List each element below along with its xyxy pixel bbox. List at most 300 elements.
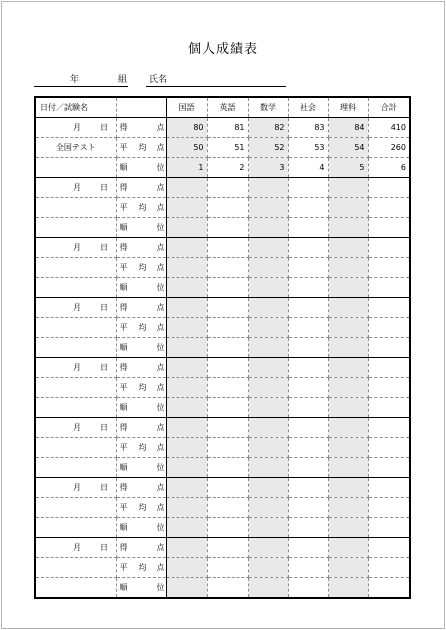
value-cell[interactable] [207, 278, 248, 298]
row-label-char: 均 [138, 203, 147, 212]
blank-cell [35, 398, 116, 418]
value-cell[interactable] [328, 318, 368, 338]
total-cell[interactable] [368, 238, 410, 258]
row-label [116, 358, 166, 378]
value-cell[interactable] [288, 538, 328, 558]
value-cell[interactable] [328, 438, 368, 458]
value-cell[interactable] [328, 578, 368, 599]
row-label [116, 238, 166, 258]
average-row [35, 318, 410, 338]
rank-row [35, 338, 410, 358]
value-cell[interactable]: 83 [288, 118, 328, 138]
row-label [116, 378, 166, 398]
row-label-char: 均 [138, 263, 147, 272]
value-cell[interactable] [248, 218, 288, 238]
row-label [116, 518, 166, 538]
exam-name-cell[interactable] [35, 318, 116, 338]
value-cell[interactable] [248, 498, 288, 518]
value-cell[interactable] [248, 298, 288, 318]
value-cell[interactable] [166, 518, 207, 538]
value-cell[interactable] [166, 238, 207, 258]
row-label [116, 338, 166, 358]
value-cell[interactable] [288, 438, 328, 458]
value-cell[interactable]: 53 [288, 138, 328, 158]
value-cell[interactable]: 54 [328, 138, 368, 158]
average-row [35, 258, 410, 278]
row-label [116, 558, 166, 578]
header-row [35, 97, 410, 118]
row-label [116, 278, 166, 298]
row-label-char: 点 [156, 183, 165, 192]
value-cell[interactable] [166, 218, 207, 238]
average-row [35, 378, 410, 398]
day-label: 日 [100, 423, 108, 432]
score-row [35, 358, 410, 378]
value-cell[interactable] [288, 418, 328, 438]
value-cell[interactable] [166, 498, 207, 518]
row-label-char: 順 [119, 223, 128, 232]
row-label [116, 198, 166, 218]
total-cell[interactable] [368, 558, 410, 578]
row-label-char: 得 [119, 303, 128, 312]
row-label-char: 点 [156, 543, 165, 552]
date-cell[interactable] [35, 298, 116, 318]
blank-cell [35, 158, 116, 178]
value-cell[interactable] [328, 338, 368, 358]
value-cell[interactable] [288, 218, 328, 238]
score-row [35, 298, 410, 318]
rank-row [35, 578, 410, 599]
value-cell[interactable] [207, 198, 248, 218]
value-cell[interactable] [328, 538, 368, 558]
value-cell[interactable] [288, 458, 328, 478]
value-cell[interactable] [207, 338, 248, 358]
row-label-char: 均 [138, 383, 147, 392]
value-cell[interactable] [248, 478, 288, 498]
total-cell[interactable] [368, 218, 410, 238]
value-cell[interactable] [207, 518, 248, 538]
value-cell[interactable] [166, 438, 207, 458]
value-cell[interactable]: 4 [288, 158, 328, 178]
total-cell[interactable] [368, 358, 410, 378]
row-label-char: 得 [119, 423, 128, 432]
date-cell[interactable] [35, 478, 116, 498]
value-cell[interactable] [328, 518, 368, 538]
row-label-char: 点 [156, 203, 165, 212]
value-cell[interactable] [288, 578, 328, 599]
average-row [35, 558, 410, 578]
blank-cell [35, 518, 116, 538]
value-cell[interactable] [248, 198, 288, 218]
row-label [116, 538, 166, 558]
score-row [35, 478, 410, 498]
value-cell[interactable] [248, 278, 288, 298]
value-cell[interactable]: 51 [207, 138, 248, 158]
row-label-char: 平 [119, 443, 128, 452]
value-cell[interactable] [166, 338, 207, 358]
total-cell[interactable] [368, 258, 410, 278]
value-cell[interactable]: 80 [166, 118, 207, 138]
average-row [35, 138, 410, 158]
value-cell[interactable] [248, 398, 288, 418]
value-cell[interactable]: 84 [328, 118, 368, 138]
row-label [116, 578, 166, 599]
value-cell[interactable] [166, 198, 207, 218]
blank-cell [35, 578, 116, 599]
rank-row [35, 158, 410, 178]
value-cell[interactable] [207, 318, 248, 338]
total-cell[interactable]: 6 [368, 158, 410, 178]
value-cell[interactable] [207, 218, 248, 238]
value-cell[interactable] [288, 358, 328, 378]
year-class-field[interactable] [34, 86, 128, 87]
value-cell[interactable] [328, 298, 368, 318]
month-label: 月 [73, 483, 81, 492]
day-label: 日 [100, 123, 108, 132]
value-cell[interactable] [248, 578, 288, 599]
value-cell[interactable] [166, 258, 207, 278]
row-label-char: 平 [119, 383, 128, 392]
score-row [35, 238, 410, 258]
value-cell[interactable] [288, 338, 328, 358]
row-label [116, 498, 166, 518]
value-cell[interactable] [288, 258, 328, 278]
row-label-char: 順 [119, 583, 128, 592]
row-label-char: 順 [119, 343, 128, 352]
day-label: 日 [100, 243, 108, 252]
page-title: 個人成績表 [187, 42, 258, 57]
row-label [116, 318, 166, 338]
subject-header: 国語 [166, 97, 207, 118]
rank-row [35, 518, 410, 538]
value-cell[interactable]: 3 [248, 158, 288, 178]
row-label-char: 順 [119, 163, 128, 172]
value-cell[interactable] [248, 258, 288, 278]
value-cell[interactable] [288, 518, 328, 538]
total-cell[interactable] [368, 438, 410, 458]
value-cell[interactable] [248, 558, 288, 578]
value-cell[interactable] [288, 238, 328, 258]
row-label-char: 点 [156, 563, 165, 572]
row-label-char: 位 [156, 343, 165, 352]
score-row [35, 118, 410, 138]
row-label-char: 均 [138, 323, 147, 332]
blank-cell [35, 218, 116, 238]
value-cell[interactable] [248, 418, 288, 438]
total-cell[interactable] [368, 338, 410, 358]
score-row [35, 178, 410, 198]
row-label-char: 得 [119, 123, 128, 132]
row-label-char: 均 [138, 563, 147, 572]
value-cell[interactable] [207, 558, 248, 578]
value-cell[interactable] [166, 578, 207, 599]
value-cell[interactable] [288, 318, 328, 338]
total-cell[interactable] [368, 398, 410, 418]
row-label-char: 位 [156, 223, 165, 232]
row-label-char: 点 [156, 483, 165, 492]
value-cell[interactable] [288, 278, 328, 298]
exam-name-cell[interactable] [35, 258, 116, 278]
row-label-char: 平 [119, 503, 128, 512]
month-label: 月 [73, 183, 81, 192]
value-cell[interactable]: 81 [207, 118, 248, 138]
value-cell[interactable] [328, 418, 368, 438]
day-label: 日 [100, 303, 108, 312]
rank-row [35, 218, 410, 238]
subject-header: 英語 [207, 97, 248, 118]
exam-name-cell[interactable] [35, 438, 116, 458]
value-cell[interactable] [328, 218, 368, 238]
value-cell[interactable] [166, 538, 207, 558]
value-cell[interactable] [288, 178, 328, 198]
value-cell[interactable] [207, 378, 248, 398]
row-label-char: 位 [156, 403, 165, 412]
row-label-char: 得 [119, 363, 128, 372]
value-cell[interactable] [328, 478, 368, 498]
exam-name-cell[interactable]: 全国テスト [35, 138, 116, 158]
value-cell[interactable] [248, 178, 288, 198]
value-cell[interactable] [288, 398, 328, 418]
row-label-char: 点 [156, 243, 165, 252]
value-cell[interactable] [328, 378, 368, 398]
row-label-char: 均 [138, 143, 147, 152]
row-label-char: 点 [156, 443, 165, 452]
row-label-char: 点 [156, 503, 165, 512]
row-label-char: 点 [156, 383, 165, 392]
value-cell[interactable]: 1 [166, 158, 207, 178]
total-cell[interactable] [368, 518, 410, 538]
total-header: 合計 [368, 97, 410, 118]
subject-header: 理科 [328, 97, 368, 118]
row-label-char: 点 [156, 143, 165, 152]
value-cell[interactable]: 52 [248, 138, 288, 158]
row-label-char: 得 [119, 243, 128, 252]
value-cell[interactable] [288, 558, 328, 578]
value-cell[interactable] [328, 558, 368, 578]
value-cell[interactable] [166, 298, 207, 318]
value-cell[interactable] [166, 278, 207, 298]
date-cell[interactable] [35, 238, 116, 258]
value-cell[interactable] [328, 358, 368, 378]
value-cell[interactable] [207, 478, 248, 498]
value-cell[interactable] [248, 358, 288, 378]
total-cell[interactable]: 260 [368, 138, 410, 158]
value-cell[interactable] [166, 418, 207, 438]
value-cell[interactable] [207, 438, 248, 458]
value-cell[interactable] [166, 398, 207, 418]
value-cell[interactable] [207, 538, 248, 558]
value-cell[interactable] [207, 458, 248, 478]
value-cell[interactable] [328, 238, 368, 258]
value-cell[interactable] [207, 418, 248, 438]
value-cell[interactable] [207, 398, 248, 418]
row-label [116, 218, 166, 238]
row-label-char: 位 [156, 463, 165, 472]
month-label: 月 [73, 303, 81, 312]
subject-header: 社会 [288, 97, 328, 118]
row-label [116, 458, 166, 478]
total-cell[interactable] [368, 538, 410, 558]
average-row [35, 198, 410, 218]
average-row [35, 438, 410, 458]
value-cell[interactable] [288, 478, 328, 498]
row-label-char: 点 [156, 123, 165, 132]
month-label: 月 [73, 363, 81, 372]
exam-name-cell[interactable] [35, 498, 116, 518]
row-label-char: 位 [156, 523, 165, 532]
value-cell[interactable]: 2 [207, 158, 248, 178]
month-label: 月 [73, 243, 81, 252]
row-label [116, 418, 166, 438]
value-cell[interactable] [248, 538, 288, 558]
value-cell[interactable]: 82 [248, 118, 288, 138]
blank-cell [35, 458, 116, 478]
total-cell[interactable] [368, 198, 410, 218]
rank-row [35, 458, 410, 478]
rank-row [35, 398, 410, 418]
value-cell[interactable] [248, 238, 288, 258]
row-label-char: 得 [119, 183, 128, 192]
row-label-char: 点 [156, 303, 165, 312]
month-label: 月 [73, 123, 81, 132]
row-label-char: 順 [119, 403, 128, 412]
value-cell[interactable] [207, 258, 248, 278]
label-header [116, 97, 166, 118]
total-cell[interactable]: 410 [368, 118, 410, 138]
row-label-char: 順 [119, 523, 128, 532]
exam-name-cell[interactable] [35, 558, 116, 578]
value-cell[interactable] [328, 198, 368, 218]
date-cell[interactable] [35, 538, 116, 558]
value-cell[interactable] [166, 458, 207, 478]
subject-header: 数学 [248, 97, 288, 118]
value-cell[interactable]: 5 [328, 158, 368, 178]
day-label: 日 [100, 483, 108, 492]
value-cell[interactable] [328, 258, 368, 278]
month-label: 月 [73, 543, 81, 552]
value-cell[interactable] [248, 438, 288, 458]
row-label-char: 点 [156, 363, 165, 372]
date-cell[interactable] [35, 118, 116, 138]
total-cell[interactable] [368, 318, 410, 338]
value-cell[interactable] [328, 498, 368, 518]
row-label-char: 点 [156, 263, 165, 272]
row-label [116, 398, 166, 418]
value-cell[interactable] [207, 178, 248, 198]
value-cell[interactable] [328, 458, 368, 478]
row-label [116, 298, 166, 318]
value-cell[interactable] [166, 558, 207, 578]
year-label: 年 [70, 75, 80, 85]
value-cell[interactable] [166, 318, 207, 338]
value-cell[interactable] [248, 318, 288, 338]
row-label-char: 位 [156, 163, 165, 172]
total-cell[interactable] [368, 178, 410, 198]
blank-cell [35, 278, 116, 298]
value-cell[interactable] [166, 478, 207, 498]
row-label [116, 178, 166, 198]
value-cell[interactable] [207, 498, 248, 518]
rank-row [35, 278, 410, 298]
class-label: 組 [118, 75, 128, 85]
row-label [116, 258, 166, 278]
value-cell[interactable] [166, 378, 207, 398]
row-label-char: 位 [156, 583, 165, 592]
name-label: 氏名 [149, 75, 168, 85]
row-label-char: 順 [119, 283, 128, 292]
day-label: 日 [100, 363, 108, 372]
row-label [116, 118, 166, 138]
value-cell[interactable] [288, 298, 328, 318]
blank-cell [35, 338, 116, 358]
value-cell[interactable] [288, 378, 328, 398]
value-cell[interactable] [248, 338, 288, 358]
exam-name-cell[interactable] [35, 378, 116, 398]
total-cell[interactable] [368, 498, 410, 518]
date-exam-header: 日付／試験名 [35, 97, 116, 118]
row-label [116, 478, 166, 498]
row-label-char: 平 [119, 143, 128, 152]
total-cell[interactable] [368, 278, 410, 298]
total-cell[interactable] [368, 418, 410, 438]
date-cell[interactable] [35, 418, 116, 438]
value-cell[interactable] [328, 278, 368, 298]
row-label-char: 平 [119, 263, 128, 272]
date-cell[interactable] [35, 178, 116, 198]
row-label-char: 均 [138, 503, 147, 512]
row-label [116, 138, 166, 158]
name-field[interactable] [146, 86, 286, 87]
value-cell[interactable] [328, 398, 368, 418]
value-cell[interactable] [207, 578, 248, 599]
exam-name-cell[interactable] [35, 198, 116, 218]
score-row [35, 418, 410, 438]
value-cell[interactable] [248, 458, 288, 478]
average-row [35, 498, 410, 518]
value-cell[interactable]: 50 [166, 138, 207, 158]
value-cell[interactable] [207, 298, 248, 318]
total-cell[interactable] [368, 478, 410, 498]
row-label-char: 得 [119, 543, 128, 552]
row-label-char: 平 [119, 203, 128, 212]
row-label-char: 均 [138, 443, 147, 452]
score-row [35, 538, 410, 558]
student-info [0, 72, 446, 90]
month-label: 月 [73, 423, 81, 432]
total-cell[interactable] [368, 378, 410, 398]
value-cell[interactable] [288, 498, 328, 518]
total-cell[interactable] [368, 458, 410, 478]
value-cell[interactable] [207, 238, 248, 258]
value-cell[interactable] [248, 518, 288, 538]
total-cell[interactable] [368, 298, 410, 318]
total-cell[interactable] [368, 578, 410, 599]
value-cell[interactable] [328, 178, 368, 198]
value-cell[interactable] [207, 358, 248, 378]
date-cell[interactable] [35, 358, 116, 378]
row-label-char: 順 [119, 463, 128, 472]
row-label-char: 平 [119, 563, 128, 572]
value-cell[interactable] [166, 178, 207, 198]
value-cell[interactable] [288, 198, 328, 218]
row-label-char: 平 [119, 323, 128, 332]
row-label-char: 点 [156, 323, 165, 332]
value-cell[interactable] [248, 378, 288, 398]
row-label-char: 点 [156, 423, 165, 432]
day-label: 日 [100, 543, 108, 552]
day-label: 日 [100, 183, 108, 192]
value-cell[interactable] [166, 358, 207, 378]
